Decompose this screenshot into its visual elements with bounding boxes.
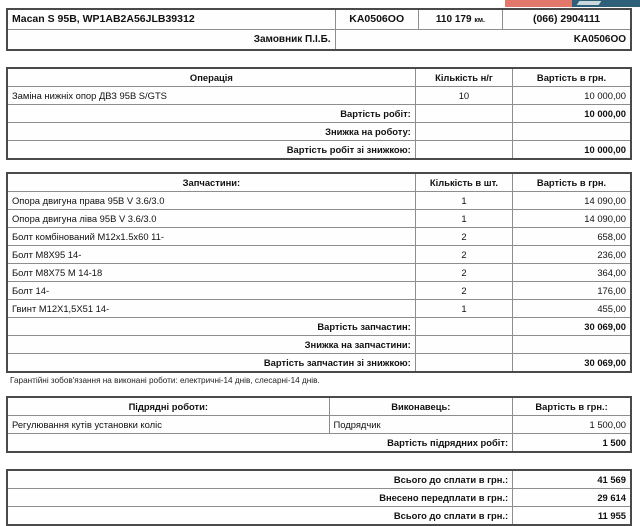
mileage-value: 110 179 [435,13,472,25]
total-label: Вартість запчастин: [7,318,415,336]
item-cost: 364,00 [513,264,631,282]
mileage-cell [418,9,502,30]
customer-name-label: Замовник П.І.Б. [7,30,335,51]
license-plate: KA0506OO [335,9,418,30]
spacer-after-note [0,386,640,396]
total-row [7,354,631,373]
warranty-note: Гарантійні зобов'язання на виконані роботи: електричні-14 днів, слесарні-14 днів. [10,376,320,385]
item-cost: 10 000,00 [513,87,631,105]
item-quantity: 2 [415,246,512,264]
table-row [7,300,631,318]
total-label: Вартість підрядних робіт: [7,434,513,453]
total-row [7,470,631,489]
item-description: Болт комбінований M12x1.5x60 11- [7,228,415,246]
total-row [7,507,631,526]
final-total-value: 11 955 [513,507,631,526]
total-quantity [415,318,512,336]
item-description: Болт M8X95 14- [7,246,415,264]
column-header-subcontract-work: Підрядні роботи: [7,397,329,416]
total-cost: 30 069,00 [513,318,631,336]
item-description: Опора двигуна права 95B V 3.6/3.0 [7,192,415,210]
total-row [7,141,631,160]
item-description: Заміна нижніх опор ДВЗ 95B S/GTS [7,87,415,105]
final-total-label: Всього до сплати в грн.: [7,470,513,489]
total-label: Вартість робіт: [7,105,415,123]
item-cost: 176,00 [513,282,631,300]
item-quantity: 2 [415,282,512,300]
total-cost: 10 000,00 [513,105,631,123]
table-header-row [7,68,631,87]
table-row [7,30,631,51]
item-cost: 455,00 [513,300,631,318]
customer-phone: (066) 2904111 [503,9,631,30]
table-row [7,282,631,300]
final-total-value: 41 569 [513,470,631,489]
parts-table [6,172,632,373]
spacer-after-operations [0,160,640,172]
column-header-performer: Виконавець: [329,397,513,416]
subcontract-work-description: Регулювання кутів установки коліс [7,416,329,434]
table-header-row [7,173,631,192]
item-description: Болт M8X75 M 14-18 [7,264,415,282]
total-row [7,105,631,123]
total-label: Знижка на роботу: [7,123,415,141]
total-cost [513,336,631,354]
table-row [7,87,631,105]
item-cost: 14 090,00 [513,192,631,210]
table-row [7,9,631,30]
spacer-after-header [0,51,640,67]
item-quantity: 10 [415,87,512,105]
total-quantity [415,141,512,160]
item-quantity: 2 [415,228,512,246]
customer-name-value: KA0506OO [335,30,631,51]
total-label: Знижка на запчастини: [7,336,415,354]
item-quantity: 1 [415,210,512,228]
total-cost: 1 500 [513,434,631,453]
total-quantity [415,105,512,123]
total-quantity [415,336,512,354]
total-label: Вартість запчастин зі знижкою: [7,354,415,373]
total-cost [513,123,631,141]
total-label: Вартість робіт зі знижкою: [7,141,415,160]
item-quantity: 1 [415,192,512,210]
total-row [7,123,631,141]
vehicle-header-table [6,8,632,51]
column-header-cost: Вартість в грн. [513,68,631,87]
item-description: Болт 14- [7,282,415,300]
total-cost: 10 000,00 [513,141,631,160]
final-total-label: Внесено передплати в грн.: [7,489,513,507]
item-cost: 14 090,00 [513,210,631,228]
top-spacer [0,0,640,8]
column-header-cost: Вартість в грн. [513,173,631,192]
subcontract-works-table [6,396,632,453]
subcontract-performer: Подрядчик [329,416,513,434]
table-row [7,228,631,246]
column-header-cost: Вартість в грн.: [513,397,631,416]
operations-table [6,67,632,160]
total-row [7,318,631,336]
column-header-quantity: Кількість н/г [415,68,512,87]
total-cost: 30 069,00 [513,354,631,373]
item-description: Гвинт M12X1,5X51 14- [7,300,415,318]
column-header-description: Операція [7,68,415,87]
table-row [7,246,631,264]
total-row [7,489,631,507]
item-description: Опора двигуна ліва 95B V 3.6/3.0 [7,210,415,228]
item-quantity: 2 [415,264,512,282]
spacer-after-subcontract [0,453,640,469]
final-total-label: Всього до сплати в грн.: [7,507,513,526]
column-header-quantity: Кількість в шт. [415,173,512,192]
total-row [7,336,631,354]
mileage-unit: км. [474,16,485,24]
total-quantity [415,354,512,373]
table-row [7,264,631,282]
table-row [7,416,631,434]
total-quantity [415,123,512,141]
total-row [7,434,631,453]
vehicle-model-vin: Macan S 95B, WP1AB2A56JLB39312 [7,9,335,30]
subcontract-cost: 1 500,00 [513,416,631,434]
table-header-row [7,397,631,416]
table-row [7,210,631,228]
final-totals-table [6,469,632,526]
item-cost: 658,00 [513,228,631,246]
table-row [7,192,631,210]
item-quantity: 1 [415,300,512,318]
item-cost: 236,00 [513,246,631,264]
column-header-description: Запчастини: [7,173,415,192]
final-total-value: 29 614 [513,489,631,507]
